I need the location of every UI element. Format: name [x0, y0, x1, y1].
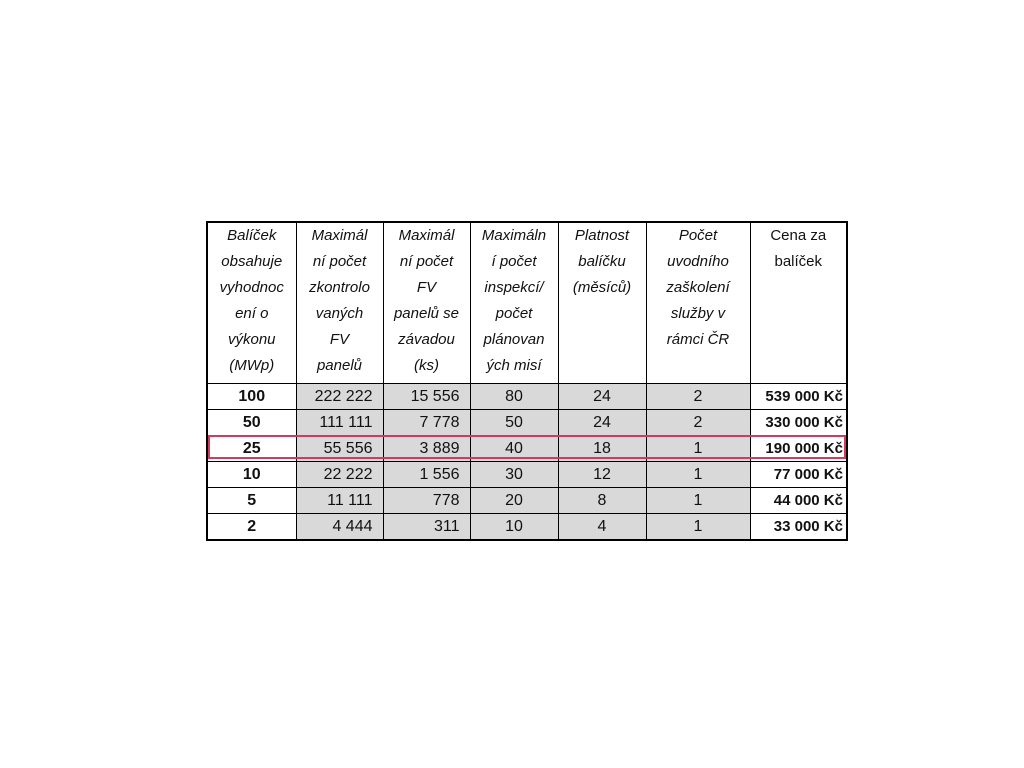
cell-package: 2 [207, 514, 296, 541]
cell-faulty: 778 [383, 488, 470, 514]
cell-panels: 55 556 [296, 436, 383, 462]
cell-package: 5 [207, 488, 296, 514]
cell-faulty: 7 778 [383, 410, 470, 436]
cell-package: 100 [207, 384, 296, 410]
header-validity: Platnost balíčku (měsíců) [558, 222, 646, 384]
cell-package: 10 [207, 462, 296, 488]
table-row-highlighted [207, 436, 847, 462]
table-row [207, 514, 847, 541]
cell-inspections: 30 [470, 462, 558, 488]
cell-inspections: 10 [470, 514, 558, 541]
cell-faulty: 1 556 [383, 462, 470, 488]
table-row [207, 488, 847, 514]
cell-panels: 111 111 [296, 410, 383, 436]
cell-trainings: 1 [646, 462, 750, 488]
cell-inspections: 50 [470, 410, 558, 436]
cell-price: 33 000 Kč [750, 514, 847, 541]
cell-panels: 4 444 [296, 514, 383, 541]
cell-validity: 8 [558, 488, 646, 514]
cell-trainings: 1 [646, 436, 750, 462]
cell-validity: 18 [558, 436, 646, 462]
table-row [207, 410, 847, 436]
table-row [207, 462, 847, 488]
cell-panels: 11 111 [296, 488, 383, 514]
header-trainings: Počet uvodního zaškolení služby v rámci ČR [646, 222, 750, 384]
cell-faulty: 15 556 [383, 384, 470, 410]
header-row [207, 222, 847, 384]
cell-price: 44 000 Kč [750, 488, 847, 514]
header-max-panels-checked: Maximál ní počet zkontrolo vaných FV panelů [296, 222, 383, 384]
cell-trainings: 2 [646, 384, 750, 410]
cell-price: 190 000 Kč [750, 436, 847, 462]
cell-price: 330 000 Kč [750, 410, 847, 436]
cell-faulty: 311 [383, 514, 470, 541]
cell-trainings: 2 [646, 410, 750, 436]
cell-panels: 222 222 [296, 384, 383, 410]
cell-inspections: 80 [470, 384, 558, 410]
table-row [207, 384, 847, 410]
header-max-inspections: Maximáln í počet inspekcí/ počet plánovan ých misí [470, 222, 558, 384]
cell-package: 25 [207, 436, 296, 462]
cell-inspections: 40 [470, 436, 558, 462]
package-table-container [206, 221, 848, 541]
cell-validity: 4 [558, 514, 646, 541]
cell-panels: 22 222 [296, 462, 383, 488]
header-package-power: Balíček obsahuje vyhodnoc ení o výkonu (MWp) [207, 222, 296, 384]
cell-faulty: 3 889 [383, 436, 470, 462]
cell-validity: 24 [558, 384, 646, 410]
header-max-faulty-panels: Maximál ní počet FV panelů se závadou (ks) [383, 222, 470, 384]
cell-price: 77 000 Kč [750, 462, 847, 488]
package-table [206, 221, 848, 541]
cell-trainings: 1 [646, 488, 750, 514]
cell-validity: 24 [558, 410, 646, 436]
cell-price: 539 000 Kč [750, 384, 847, 410]
cell-trainings: 1 [646, 514, 750, 541]
header-price: Cena za balíček [750, 222, 847, 384]
cell-package: 50 [207, 410, 296, 436]
cell-inspections: 20 [470, 488, 558, 514]
cell-validity: 12 [558, 462, 646, 488]
